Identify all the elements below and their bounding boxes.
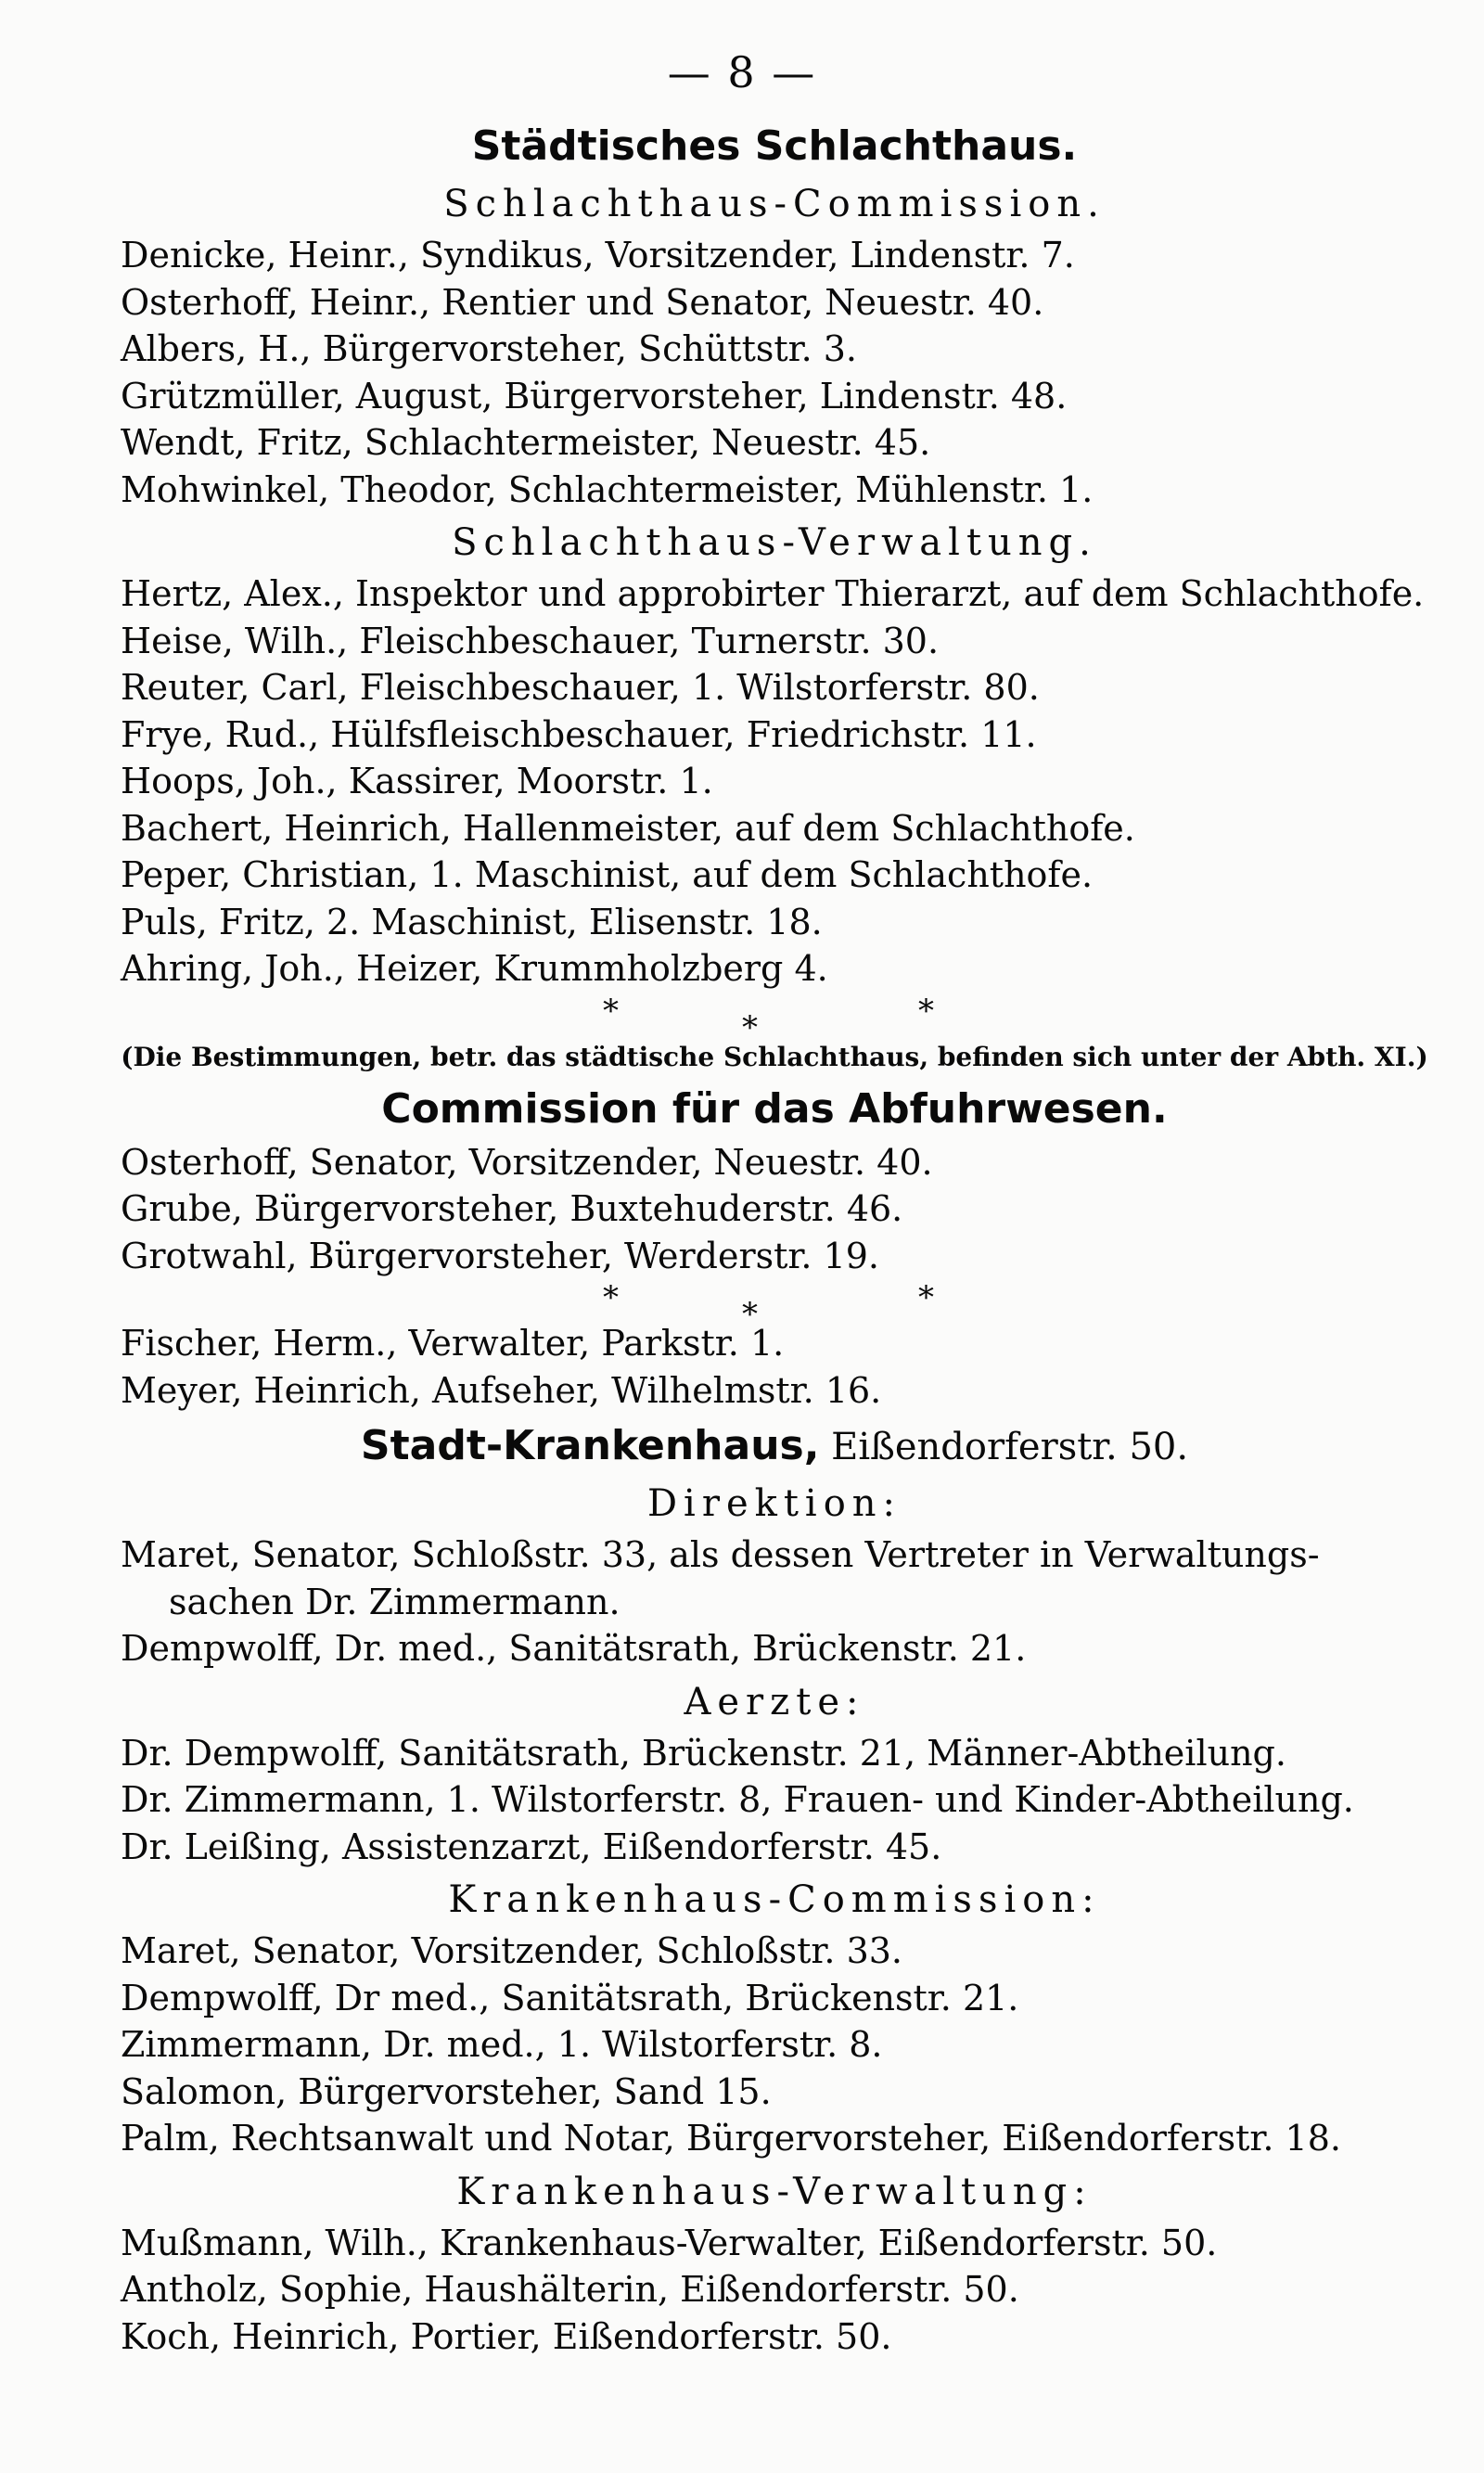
- asterisk: *: [918, 1279, 934, 1316]
- subheading-direktion: Direktion:: [646, 1482, 902, 1525]
- asterism-divider: [121, 992, 1428, 1046]
- list-item: Maret, Senator, Schloßstr. 33, als dessen Vertreter in Verwaltungs-: [121, 1534, 1320, 1575]
- krankenhaus-commission-list: [121, 1928, 1428, 2162]
- list-item: Wendt, Fritz, Schlachtermeister, Neuestr. 45.: [121, 422, 931, 463]
- list-item: Heise, Wilh., Fleischbeschauer, Turnerstr. 30.: [121, 620, 940, 661]
- subheading-krankenhaus-commission: Krankenhaus-Commission:: [448, 1878, 1101, 1921]
- list-item: Grube, Bürgervorsteher, Buxtehuderstr. 46.: [121, 1188, 903, 1229]
- krankenhaus-address: Eißendorferstr. 50.: [831, 1426, 1189, 1468]
- section-title-abfuhrwesen: Commission für das Abfuhrwesen.: [381, 1084, 1168, 1133]
- direktion-list: [121, 1531, 1428, 1672]
- list-item: Fischer, Herm., Verwalter, Parkstr. 1.: [121, 1323, 785, 1364]
- list-item: Maret, Senator, Vorsitzender, Schloßstr. 33.: [121, 1930, 903, 1971]
- list-item: Reuter, Carl, Fleischbeschauer, 1. Wilstorferstr. 80.: [121, 667, 1040, 708]
- section-title-schlachthaus: Städtisches Schlachthaus.: [471, 122, 1078, 170]
- list-item: Dempwolff, Dr med., Sanitätsrath, Brückenstr. 21.: [121, 1977, 1019, 2018]
- list-item: Hertz, Alex., Inspektor und approbirter Thierarzt, auf dem Schlachthofe.: [121, 573, 1425, 614]
- list-item: Mußmann, Wilh., Krankenhaus-Verwalter, Eißendorferstr. 50.: [121, 2222, 1218, 2263]
- schlachthaus-commission-list: [121, 232, 1428, 513]
- list-item: Mohwinkel, Theodor, Schlachtermeister, Mühlenstr. 1.: [121, 468, 1094, 510]
- list-item: Ahring, Joh., Heizer, Krummholzberg 4.: [121, 948, 828, 989]
- schlachthaus-note: (Die Bestimmungen, betr. das städtische Schlachthaus, befinden sich unter der Abth. XI.): [121, 1041, 1428, 1072]
- page-number: — 8 —: [667, 47, 817, 97]
- asterisk: *: [603, 1279, 619, 1316]
- list-item: Dempwolff, Dr. med., Sanitätsrath, Brückenstr. 21.: [121, 1628, 1027, 1669]
- list-item: Antholz, Sophie, Haushälterin, Eißendorferstr. 50.: [121, 2269, 1019, 2310]
- list-item: Frye, Rud., Hülfsfleischbeschauer, Friedrichstr. 11.: [121, 713, 1037, 755]
- list-item: Albers, H., Bürgervorsteher, Schüttstr. 3.: [121, 328, 858, 369]
- list-item: Grützmüller, August, Bürgervorsteher, Lindenstr. 48.: [121, 375, 1068, 416]
- asterisk: *: [918, 992, 934, 1030]
- list-item: Dr. Leißing, Assistenzarzt, Eißendorferstr. 45.: [121, 1826, 942, 1867]
- list-item: Koch, Heinrich, Portier, Eißendorferstr. 50.: [121, 2315, 892, 2357]
- section-title-krankenhaus: [121, 1419, 1428, 1474]
- list-item-continuation: sachen Dr. Zimmermann.: [169, 1581, 620, 1622]
- list-item: Zimmermann, Dr. med., 1. Wilstorferstr. 8.: [121, 2024, 883, 2065]
- subheading-schlachthaus-commission: Schlachthaus-Commission.: [443, 183, 1106, 225]
- list-item: Dr. Dempwolff, Sanitätsrath, Brückenstr. 21, Männer-Abtheilung.: [121, 1732, 1286, 1774]
- asterism-divider: [121, 1279, 1428, 1333]
- krankenhaus-administration-list: [121, 2220, 1428, 2361]
- list-item: Hoops, Joh., Kassirer, Moorstr. 1.: [121, 761, 713, 801]
- asterisk: *: [603, 992, 619, 1030]
- subheading-krankenhaus-verwaltung: Krankenhaus-Verwaltung:: [456, 2170, 1093, 2213]
- abfuhr-members-list: [121, 1139, 1428, 1280]
- schlachthaus-administration-list: [121, 570, 1428, 993]
- subheading-aerzte: Aerzte:: [684, 1680, 865, 1723]
- list-item: Peper, Christian, 1. Maschinist, auf dem Schlachthofe.: [121, 854, 1094, 895]
- list-item: Denicke, Heinr., Syndikus, Vorsitzender, Lindenstr. 7.: [121, 235, 1075, 275]
- list-item: Meyer, Heinrich, Aufseher, Wilhelmstr. 16.: [121, 1369, 882, 1411]
- asterisk: *: [742, 1008, 758, 1046]
- krankenhaus-title: Stadt-Krankenhaus,: [360, 1422, 820, 1469]
- list-item: Palm, Rechtsanwalt und Notar, Bürgervorsteher, Eißendorferstr. 18.: [121, 2118, 1341, 2159]
- subheading-schlachthaus-verwaltung: Schlachthaus-Verwaltung.: [452, 521, 1097, 564]
- list-item: Salomon, Bürgervorsteher, Sand 15.: [121, 2070, 772, 2112]
- list-item: Dr. Zimmermann, 1. Wilstorferstr. 8, Frauen- und Kinder-Abtheilung.: [121, 1779, 1354, 1820]
- list-item: Bachert, Heinrich, Hallenmeister, auf dem Schlachthofe.: [121, 807, 1135, 849]
- list-item: Puls, Fritz, 2. Maschinist, Elisenstr. 18.: [121, 901, 823, 942]
- list-item: Grotwahl, Bürgervorsteher, Werderstr. 19.: [121, 1235, 880, 1276]
- aerzte-list: [121, 1730, 1428, 1871]
- list-item: Osterhoff, Heinr., Rentier und Senator, Neuestr. 40.: [121, 281, 1044, 323]
- abfuhr-staff-list: [121, 1320, 1428, 1414]
- asterisk: *: [742, 1296, 758, 1333]
- list-item: Osterhoff, Senator, Vorsitzender, Neuestr. 40.: [121, 1141, 933, 1183]
